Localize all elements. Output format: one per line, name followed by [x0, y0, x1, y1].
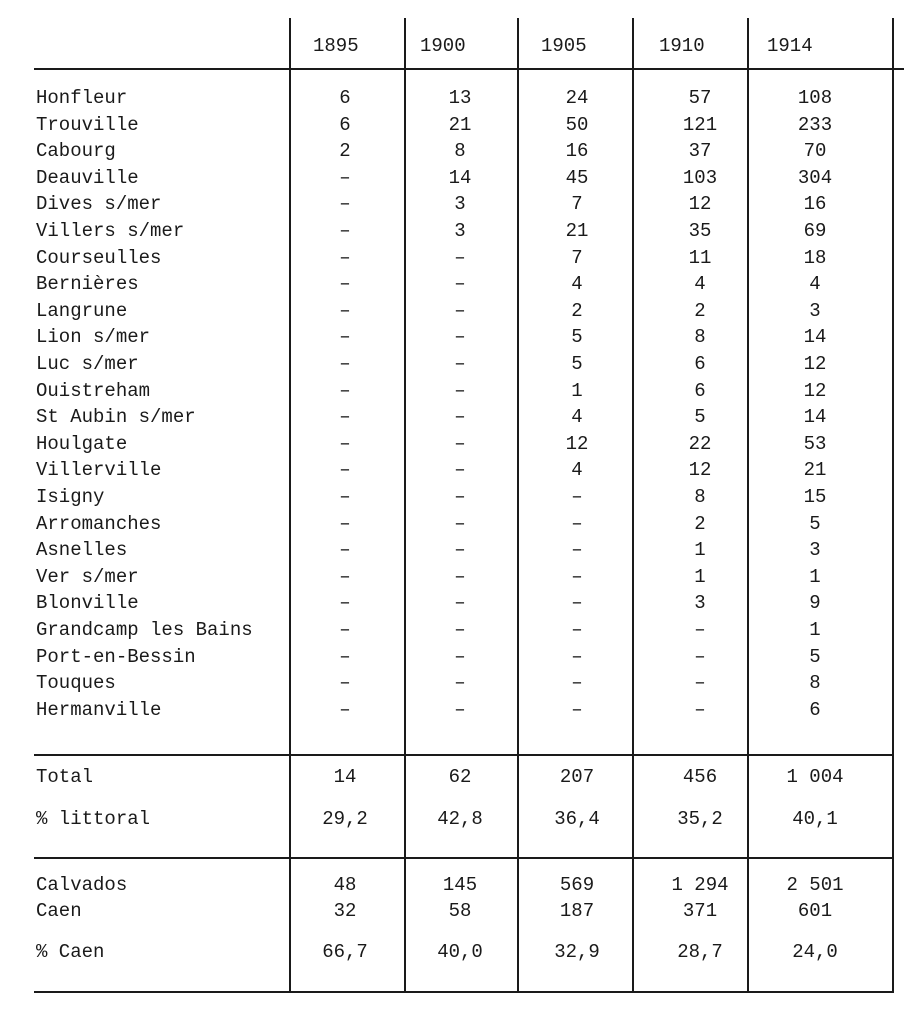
row-label: St Aubin s/mer: [36, 406, 196, 429]
value-cell: 36,4: [554, 808, 600, 830]
value-cell: –: [339, 698, 351, 721]
value-cell: 21: [565, 220, 589, 242]
value-cell: –: [571, 539, 583, 562]
value-cell: –: [454, 645, 466, 668]
value-cell: 5: [571, 353, 583, 375]
value-cell: –: [454, 672, 466, 695]
value-cell: 4: [571, 406, 583, 429]
value-cell: 40,1: [792, 808, 838, 830]
row-label: Villers s/mer: [36, 220, 185, 242]
value-cell: 187: [559, 900, 595, 922]
value-cell: –: [571, 672, 583, 695]
row-label: Houlgate: [36, 432, 128, 455]
row-label: Ver s/mer: [36, 565, 139, 588]
row-label: Asnelles: [36, 539, 128, 562]
row-label: Courseulles: [36, 246, 162, 269]
row-label: % littoral: [36, 808, 151, 830]
value-cell: 1 294: [671, 874, 729, 896]
value-cell: 4: [571, 273, 583, 296]
row-label: Lion s/mer: [36, 326, 151, 349]
value-cell: –: [571, 565, 583, 588]
value-cell: 12: [803, 353, 827, 375]
value-cell: 8: [454, 140, 466, 163]
value-cell: 32: [333, 900, 357, 922]
row-label: Isigny: [36, 486, 105, 508]
value-cell: –: [694, 619, 706, 641]
column-rule: [404, 18, 406, 993]
value-cell: 12: [565, 432, 589, 455]
value-cell: –: [454, 539, 466, 562]
value-cell: 4: [809, 273, 821, 296]
value-cell: 16: [565, 140, 589, 163]
value-cell: –: [339, 486, 351, 508]
value-cell: 1: [694, 539, 706, 562]
row-label: Touques: [36, 672, 116, 695]
value-cell: 371: [682, 900, 718, 922]
value-cell: 13: [448, 87, 472, 109]
row-label: Cabourg: [36, 140, 116, 163]
value-cell: 7: [571, 246, 583, 269]
value-cell: 11: [688, 246, 712, 269]
value-cell: 42,8: [437, 808, 483, 830]
value-cell: –: [454, 619, 466, 641]
value-cell: 24: [565, 87, 589, 109]
row-label: Luc s/mer: [36, 353, 139, 375]
value-cell: 50: [565, 113, 589, 136]
value-cell: 48: [333, 874, 357, 896]
value-cell: 2: [571, 299, 583, 322]
row-label: Ouistreham: [36, 379, 151, 402]
year-header: 1910: [659, 35, 705, 57]
value-cell: –: [454, 353, 466, 375]
value-cell: 2: [694, 299, 706, 322]
column-rule: [747, 18, 749, 993]
value-cell: –: [694, 698, 706, 721]
value-cell: 5: [571, 326, 583, 349]
value-cell: 24,0: [792, 941, 838, 963]
header-rule: [34, 68, 904, 70]
value-cell: 601: [797, 900, 833, 922]
value-cell: –: [454, 379, 466, 402]
value-cell: 66,7: [322, 941, 368, 963]
value-cell: 22: [688, 432, 712, 455]
value-cell: –: [571, 645, 583, 668]
value-cell: –: [339, 326, 351, 349]
value-cell: 5: [809, 512, 821, 535]
value-cell: –: [454, 432, 466, 455]
value-cell: –: [339, 432, 351, 455]
value-cell: 28,7: [677, 941, 723, 963]
value-cell: 6: [694, 353, 706, 375]
row-label: Deauville: [36, 166, 139, 189]
value-cell: 14: [803, 406, 827, 429]
value-cell: 70: [803, 140, 827, 163]
value-cell: 12: [688, 193, 712, 216]
value-cell: –: [454, 273, 466, 296]
value-cell: 145: [442, 874, 478, 896]
value-cell: –: [339, 353, 351, 375]
value-cell: 16: [803, 193, 827, 216]
value-cell: –: [694, 672, 706, 695]
value-cell: –: [571, 619, 583, 641]
value-cell: 35,2: [677, 808, 723, 830]
value-cell: 1: [809, 619, 821, 641]
value-cell: 40,0: [437, 941, 483, 963]
value-cell: –: [339, 645, 351, 668]
value-cell: –: [694, 645, 706, 668]
column-rule: [632, 18, 634, 993]
row-label: Caen: [36, 900, 82, 922]
value-cell: 12: [803, 379, 827, 402]
value-cell: 5: [809, 645, 821, 668]
value-cell: 32,9: [554, 941, 600, 963]
value-cell: 14: [333, 766, 357, 788]
bottom-rule: [34, 991, 894, 993]
value-cell: 6: [339, 87, 351, 109]
value-cell: –: [339, 459, 351, 482]
value-cell: 3: [454, 220, 466, 242]
section-rule: [34, 857, 894, 859]
value-cell: 6: [339, 113, 351, 136]
value-cell: 1: [571, 379, 583, 402]
row-label: Hermanville: [36, 698, 162, 721]
value-cell: 6: [809, 698, 821, 721]
value-cell: 108: [797, 87, 833, 109]
year-header: 1905: [541, 35, 587, 57]
row-label: Calvados: [36, 874, 128, 896]
value-cell: –: [454, 512, 466, 535]
row-label: Blonville: [36, 592, 139, 615]
row-label: Grandcamp les Bains: [36, 619, 253, 641]
value-cell: 21: [448, 113, 472, 136]
value-cell: –: [339, 406, 351, 429]
value-cell: 7: [571, 193, 583, 216]
value-cell: 29,2: [322, 808, 368, 830]
value-cell: 69: [803, 220, 827, 242]
year-header: 1914: [767, 35, 813, 57]
value-cell: 12: [688, 459, 712, 482]
value-cell: 9: [809, 592, 821, 615]
value-cell: –: [339, 273, 351, 296]
value-cell: 6: [694, 379, 706, 402]
row-label: % Caen: [36, 941, 105, 963]
value-cell: –: [454, 459, 466, 482]
value-cell: –: [339, 565, 351, 588]
year-header: 1895: [313, 35, 359, 57]
column-rule: [892, 18, 894, 993]
value-cell: 3: [809, 539, 821, 562]
value-cell: 3: [809, 299, 821, 322]
value-cell: –: [454, 592, 466, 615]
value-cell: –: [454, 486, 466, 508]
section-rule: [34, 754, 894, 756]
value-cell: 456: [682, 766, 718, 788]
value-cell: –: [454, 406, 466, 429]
value-cell: 2 501: [786, 874, 844, 896]
value-cell: 35: [688, 220, 712, 242]
value-cell: 15: [803, 486, 827, 508]
value-cell: –: [339, 539, 351, 562]
value-cell: –: [454, 565, 466, 588]
value-cell: 62: [448, 766, 472, 788]
row-label: Port-en-Bessin: [36, 645, 196, 668]
value-cell: 8: [809, 672, 821, 695]
row-label: Honfleur: [36, 87, 128, 109]
value-cell: 21: [803, 459, 827, 482]
value-cell: –: [339, 193, 351, 216]
year-header: 1900: [420, 35, 466, 57]
value-cell: 4: [694, 273, 706, 296]
row-label: Dives s/mer: [36, 193, 162, 216]
value-cell: –: [339, 166, 351, 189]
value-cell: 14: [448, 166, 472, 189]
value-cell: –: [571, 592, 583, 615]
value-cell: 3: [454, 193, 466, 216]
value-cell: 121: [682, 113, 718, 136]
value-cell: 1 004: [786, 766, 844, 788]
column-rule: [517, 18, 519, 993]
value-cell: –: [571, 698, 583, 721]
value-cell: 58: [448, 900, 472, 922]
row-label: Arromanches: [36, 512, 162, 535]
value-cell: 37: [688, 140, 712, 163]
value-cell: –: [339, 220, 351, 242]
value-cell: –: [339, 619, 351, 641]
row-label: Langrune: [36, 299, 128, 322]
value-cell: –: [339, 246, 351, 269]
value-cell: 5: [694, 406, 706, 429]
value-cell: –: [339, 379, 351, 402]
value-cell: 1: [694, 565, 706, 588]
row-label: Total: [36, 766, 94, 788]
value-cell: 57: [688, 87, 712, 109]
value-cell: 53: [803, 432, 827, 455]
value-cell: 233: [797, 113, 833, 136]
value-cell: 8: [694, 326, 706, 349]
value-cell: 2: [339, 140, 351, 163]
value-cell: 1: [809, 565, 821, 588]
value-cell: 207: [559, 766, 595, 788]
value-cell: 103: [682, 166, 718, 189]
value-cell: –: [339, 672, 351, 695]
value-cell: 4: [571, 459, 583, 482]
value-cell: 304: [797, 166, 833, 189]
value-cell: 569: [559, 874, 595, 896]
column-rule: [289, 18, 291, 993]
value-cell: –: [339, 512, 351, 535]
value-cell: –: [454, 698, 466, 721]
value-cell: –: [454, 246, 466, 269]
value-cell: –: [339, 299, 351, 322]
value-cell: –: [454, 299, 466, 322]
value-cell: 2: [694, 512, 706, 535]
value-cell: 45: [565, 166, 589, 189]
value-cell: 18: [803, 246, 827, 269]
row-label: Villerville: [36, 459, 162, 482]
value-cell: –: [339, 592, 351, 615]
row-label: Trouville: [36, 113, 139, 136]
value-cell: –: [454, 326, 466, 349]
value-cell: –: [571, 486, 583, 508]
value-cell: 3: [694, 592, 706, 615]
value-cell: –: [571, 512, 583, 535]
value-cell: 8: [694, 486, 706, 508]
row-label: Bernières: [36, 273, 139, 296]
value-cell: 14: [803, 326, 827, 349]
